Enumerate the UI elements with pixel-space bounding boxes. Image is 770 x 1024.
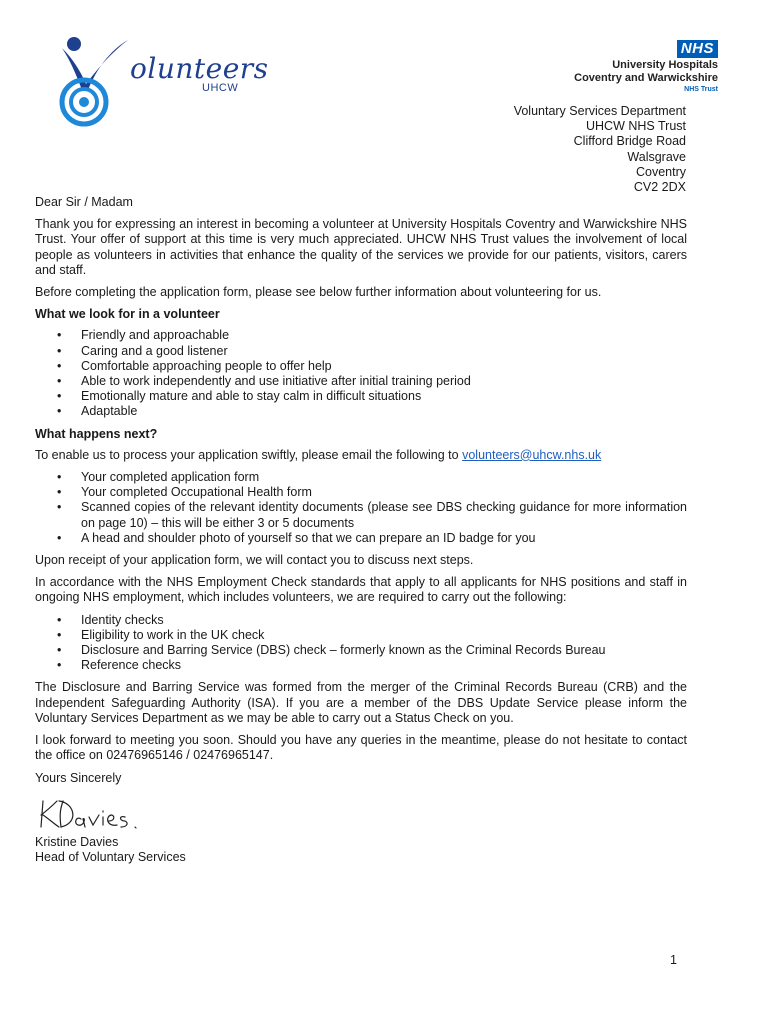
look-for-heading: What we look for in a volunteer	[35, 307, 220, 322]
email-link[interactable]: volunteers@uhcw.nhs.uk	[462, 447, 602, 462]
volunteers-logo	[52, 30, 269, 130]
sender-address	[514, 104, 686, 195]
address-line: CV2 2DX	[633, 180, 686, 195]
volunteers-figure-icon	[52, 30, 132, 130]
list-item: • Your completed application form	[81, 470, 687, 485]
send-list	[35, 470, 687, 546]
list-item: • Scanned copies of the relevant identity documents (please see DBS checking guidance for more information on page 10) – this will be either 3 or 5 documents	[81, 500, 687, 530]
address-line: Clifford Bridge Road	[573, 134, 686, 149]
accordance-paragraph: In accordance with the NHS Employment Check standards that apply to all applicants for NHS positions and staff in ongoing NHS employment, which includes volunteers, we are required to carry out the following:	[35, 575, 687, 605]
letter-body	[35, 195, 687, 865]
salutation: Dear Sir / Madam	[35, 195, 133, 209]
nhs-org-line1: University Hospitals	[612, 59, 718, 71]
address-line: Voluntary Services Department	[513, 104, 686, 118]
logo-wordmark: olunteers	[130, 52, 269, 85]
checks-list	[35, 613, 687, 674]
list-item: • Able to work independently and use initiative after initial training period	[81, 374, 687, 389]
list-item: • A head and shoulder photo of yourself so that we can prepare an ID badge for you	[81, 531, 687, 546]
list-item: • Emotionally mature and able to stay calm in difficult situations	[81, 389, 687, 404]
signature-image	[35, 793, 165, 833]
list-item: • Friendly and approachable	[81, 328, 687, 343]
look-for-list	[35, 328, 687, 419]
signatory-name: Kristine Davies	[35, 834, 119, 849]
signature	[35, 793, 687, 833]
page-number: 1	[670, 953, 677, 967]
next-intro-text: To enable us to process your application swiftly, please email the following to	[35, 447, 463, 462]
intro-paragraph: Thank you for expressing an interest in becoming a volunteer at University Hospitals Coventry and Warwickshire NHS Trust. Your offer of support at this time is very much appreciated. UHCW NHS Trust values the involvement of local people as volunteers in activities that enhance the quality of the services we provide for our patients, visitors, carers and staff.	[35, 217, 687, 277]
list-item: • Comfortable approaching people to offer help	[81, 359, 687, 374]
address-line: Walsgrave	[627, 149, 686, 164]
list-item: • Reference checks	[81, 658, 687, 673]
address-line: Coventry	[635, 164, 686, 179]
logo-subtitle: UHCW	[202, 82, 239, 94]
signatory-role: Head of Voluntary Services	[35, 849, 186, 864]
receipt-paragraph: Upon receipt of your application form, we will contact you to discuss next steps.	[35, 553, 474, 568]
dbs-paragraph: The Disclosure and Barring Service was formed from the merger of the Criminal Records Bureau (CRB) and the Independent Safeguarding Authority (ISA). If you are a member of the DBS Update Service please inform the Voluntary Services Department as we may be able to carry out a Status Check on you.	[35, 680, 687, 725]
list-item: • Adaptable	[81, 404, 687, 419]
address-line: UHCW NHS Trust	[586, 119, 686, 134]
list-item: • Caring and a good listener	[81, 344, 687, 359]
list-item: • Eligibility to work in the UK check	[81, 628, 687, 643]
nhs-logo	[498, 40, 718, 94]
list-item: • Identity checks	[81, 613, 687, 628]
next-intro-paragraph	[35, 448, 687, 463]
closing: Yours Sincerely	[35, 770, 122, 785]
nhs-org-line3: NHS Trust	[684, 86, 718, 93]
list-item: • Disclosure and Barring Service (DBS) check – formerly known as the Criminal Records Bureau	[81, 643, 687, 658]
forward-paragraph: I look forward to meeting you soon. Should you have any queries in the meantime, please do not hesitate to contact the office on 02476965146 / 02476965147.	[35, 733, 687, 763]
list-item: • Your completed Occupational Health form	[81, 485, 687, 500]
nhs-badge: NHS	[677, 40, 718, 58]
next-heading: What happens next?	[35, 426, 158, 441]
before-paragraph: Before completing the application form, please see below further information about volunteering for us.	[35, 285, 602, 300]
nhs-org-line2: Coventry and Warwickshire	[574, 72, 718, 84]
